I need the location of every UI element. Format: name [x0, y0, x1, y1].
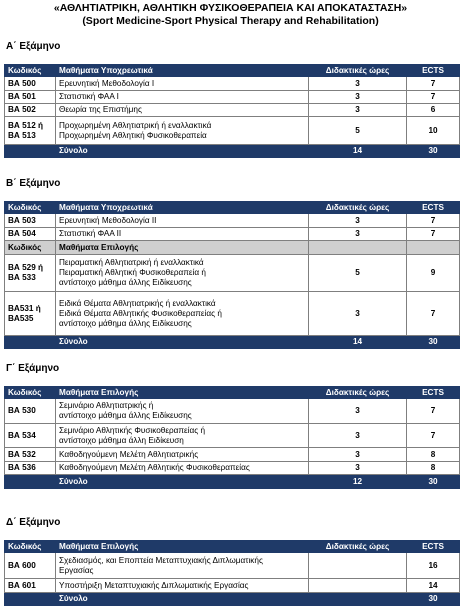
course-code	[5, 462, 56, 475]
semester-heading: Α΄ Εξάμηνο	[6, 41, 61, 52]
course-title-line: αντίστοιχο μάθημα άλλης Ειδίκευσης	[59, 411, 192, 420]
header-ects: ECTS	[407, 65, 460, 77]
course-ects: 8	[407, 462, 460, 475]
course-title-line: Εργασίας	[59, 565, 94, 575]
table-row	[5, 579, 460, 593]
semester-heading: Δ΄ Εξάμηνο	[6, 517, 61, 528]
course-title	[56, 255, 309, 292]
subheader-empty	[309, 241, 407, 255]
semester-heading: Β΄ Εξάμηνο	[6, 178, 61, 189]
total-hours: 12	[309, 475, 407, 489]
table-header	[5, 202, 460, 214]
course-code	[5, 424, 56, 448]
total-label: Σύνολο	[56, 475, 309, 489]
course-title-line: Πειραματική Αθλητιατρική ή εναλλακτικά	[59, 258, 204, 267]
course-code-line: ΒΑ531 ή	[8, 303, 41, 313]
course-hours: 5	[309, 255, 407, 292]
total-row	[5, 593, 460, 606]
course-code	[5, 228, 56, 241]
course-title	[56, 462, 309, 475]
subheader-course: Μαθήματα Επιλογής	[56, 241, 309, 255]
course-code-line: ΒΑ 534	[8, 430, 36, 440]
course-title-line: Σεμινάριο Αθλητιατρικής ή	[59, 401, 154, 410]
total-label: Σύνολο	[56, 593, 309, 606]
course-ects: 7	[407, 228, 460, 241]
course-title-line: Καθοδηγούμενη Μελέτη Αθλητιατρικής	[59, 449, 199, 459]
course-ects: 7	[407, 399, 460, 424]
table-row	[5, 255, 460, 292]
semester-table	[4, 540, 460, 606]
course-code-line: ΒΑ 503	[8, 215, 36, 225]
total-label: Σύνολο	[56, 145, 309, 158]
course-title	[56, 77, 309, 91]
course-hours: 3	[309, 462, 407, 475]
course-code-line: ΒΑ 532	[8, 449, 36, 459]
header-ects: ECTS	[407, 541, 460, 553]
table-row	[5, 117, 460, 145]
course-hours: 3	[309, 104, 407, 117]
course-title-line: αντίστοιχο μάθημα άλλη Ειδίκευση	[59, 435, 184, 445]
header-hours: Διδακτικές ώρες	[309, 65, 407, 77]
header-code: Κωδικός	[5, 541, 56, 553]
semester-heading: Γ΄ Εξάμηνο	[6, 363, 60, 374]
total-row	[5, 145, 460, 158]
course-code	[5, 292, 56, 336]
table-row	[5, 292, 460, 336]
course-title-line: Ειδικά Θέματα Αθλητιατρικής ή εναλλακτικά	[59, 298, 216, 308]
course-title	[56, 214, 309, 228]
course-ects: 7	[407, 91, 460, 104]
course-code	[5, 399, 56, 424]
course-title	[56, 448, 309, 462]
course-hours	[309, 553, 407, 579]
course-title-line: Προχωρημένη Αθλητική Φυσικοθεραπεία	[59, 130, 207, 140]
course-title-line: Σεμινάριο Αθλητικής Φυσικοθεραπείας ή	[59, 425, 206, 435]
course-code-line: ΒΑ 600	[8, 560, 36, 570]
header-hours: Διδακτικές ώρες	[309, 541, 407, 553]
header-code: Κωδικός	[5, 387, 56, 399]
subheader-empty	[407, 241, 460, 255]
semester-table	[4, 386, 460, 489]
header-ects: ECTS	[407, 387, 460, 399]
table-row	[5, 228, 460, 241]
table-row	[5, 553, 460, 579]
course-hours: 5	[309, 117, 407, 145]
course-title	[56, 553, 309, 579]
course-hours: 3	[309, 77, 407, 91]
table-row	[5, 399, 460, 424]
table-row	[5, 424, 460, 448]
table-row	[5, 214, 460, 228]
course-code	[5, 214, 56, 228]
course-code	[5, 77, 56, 91]
total-ects: 30	[407, 145, 460, 158]
course-code-line: ΒΑ535	[8, 313, 34, 323]
course-code	[5, 117, 56, 145]
course-ects: 7	[407, 424, 460, 448]
course-hours: 3	[309, 448, 407, 462]
total-empty	[5, 145, 56, 158]
course-title-line: Προχωρημένη Αθλητιατρική ή εναλλακτικά	[59, 120, 212, 130]
course-code-line: ΒΑ 530	[8, 406, 36, 415]
course-code-line: ΒΑ 529 ή	[8, 263, 44, 272]
table-row	[5, 462, 460, 475]
course-code	[5, 104, 56, 117]
header-ects: ECTS	[407, 202, 460, 214]
course-code	[5, 553, 56, 579]
total-ects: 30	[407, 593, 460, 606]
header-hours: Διδακτικές ώρες	[309, 202, 407, 214]
total-empty	[5, 336, 56, 349]
course-code-line: ΒΑ 504	[8, 229, 36, 238]
semester-table	[4, 201, 460, 349]
subheader-code: Κωδικός	[5, 241, 56, 255]
table-row	[5, 91, 460, 104]
course-code-line: ΒΑ 533	[8, 273, 36, 282]
header-code: Κωδικός	[5, 202, 56, 214]
course-ects: 9	[407, 255, 460, 292]
course-code-line: ΒΑ 512 ή	[8, 120, 44, 130]
course-code-line: ΒΑ 500	[8, 78, 36, 88]
header-code: Κωδικός	[5, 65, 56, 77]
course-code-line: ΒΑ 536	[8, 463, 36, 472]
course-hours: 3	[309, 91, 407, 104]
course-title-line: Ερευνητική Μεθοδολογία Ι	[59, 78, 155, 88]
course-title-line: Υποστήριξη Μεταπτυχιακής Διπλωματικής Εργασίας	[59, 580, 249, 590]
table-header	[5, 65, 460, 77]
course-title-line: Στατιστική ΦΑΑ Ι	[59, 92, 119, 101]
header-course: Μαθήματα Επιλογής	[56, 541, 309, 553]
course-hours	[309, 579, 407, 593]
table-header	[5, 541, 460, 553]
course-hours: 3	[309, 292, 407, 336]
elective-subheader	[5, 241, 460, 255]
course-ects: 14	[407, 579, 460, 593]
course-ects: 10	[407, 117, 460, 145]
course-ects: 7	[407, 214, 460, 228]
title-line-1: «ΑΘΛΗΤΙΑΤΡΙΚΗ, ΑΘΛΗΤΙΚΗ ΦΥΣΙΚΟΘΕΡΑΠΕΙΑ ΚΑΙ ΑΠΟΚΑΤΑΣΤΑΣΗ»	[53, 2, 408, 14]
header-hours: Διδακτικές ώρες	[309, 387, 407, 399]
course-ects: 16	[407, 553, 460, 579]
header-course: Μαθήματα Επιλογής	[56, 387, 309, 399]
course-title	[56, 579, 309, 593]
total-row	[5, 336, 460, 349]
course-hours: 3	[309, 214, 407, 228]
total-hours: 14	[309, 145, 407, 158]
course-code-line: ΒΑ 601	[8, 580, 36, 590]
title-line-2: (Sport Medicine-Sport Physical Therapy and Rehabilitation)	[82, 15, 379, 27]
course-title-line: Θεωρία της Επιστήμης	[59, 105, 142, 114]
table-row	[5, 448, 460, 462]
course-code-line: ΒΑ 502	[8, 105, 36, 114]
total-ects: 30	[407, 336, 460, 349]
course-code	[5, 255, 56, 292]
total-empty	[5, 593, 56, 606]
course-title-line: Πειραματική Αθλητική Φυσικοθεραπεία ή	[59, 268, 206, 277]
course-code-line: ΒΑ 501	[8, 92, 36, 101]
course-title	[56, 91, 309, 104]
course-title-line: Ειδικά Θέματα Αθλητικής Φυσικοθεραπείας ή	[59, 308, 222, 318]
total-empty	[5, 475, 56, 489]
total-row	[5, 475, 460, 489]
course-title-line: Σχεδιασμός, και Εποπτεία Μεταπτυχιακής Διπλωματικής	[59, 555, 263, 565]
course-ects: 7	[407, 77, 460, 91]
course-title	[56, 117, 309, 145]
course-title	[56, 104, 309, 117]
course-ects: 8	[407, 448, 460, 462]
course-title-line: Ερευνητική Μεθοδολογία ΙΙ	[59, 215, 157, 225]
course-title-line: αντίστοιχο μάθημα άλλης Ειδίκευσης	[59, 278, 192, 287]
course-ects: 7	[407, 292, 460, 336]
course-title-line: Καθοδηγούμενη Μελέτη Αθλητικής Φυσικοθεραπείας	[59, 463, 250, 472]
table-header	[5, 387, 460, 399]
course-code	[5, 91, 56, 104]
page-title	[0, 2, 461, 28]
table-row	[5, 77, 460, 91]
header-course: Μαθήματα Υποχρεωτικά	[56, 65, 309, 77]
course-code-line: ΒΑ 513	[8, 130, 36, 140]
course-code	[5, 448, 56, 462]
total-hours: 14	[309, 336, 407, 349]
total-hours	[309, 593, 407, 606]
course-hours: 3	[309, 399, 407, 424]
course-title	[56, 399, 309, 424]
header-course: Μαθήματα Υποχρεωτικά	[56, 202, 309, 214]
course-title	[56, 424, 309, 448]
total-ects: 30	[407, 475, 460, 489]
course-title	[56, 228, 309, 241]
course-code	[5, 579, 56, 593]
course-title-line: αντίστοιχο μάθημα άλλης Ειδίκευσης	[59, 318, 192, 328]
course-ects: 6	[407, 104, 460, 117]
course-hours: 3	[309, 228, 407, 241]
course-title	[56, 292, 309, 336]
total-label: Σύνολο	[56, 336, 309, 349]
course-title-line: Στατιστική ΦΑΑ ΙΙ	[59, 229, 122, 238]
course-hours: 3	[309, 424, 407, 448]
table-row	[5, 104, 460, 117]
semester-table	[4, 64, 460, 158]
